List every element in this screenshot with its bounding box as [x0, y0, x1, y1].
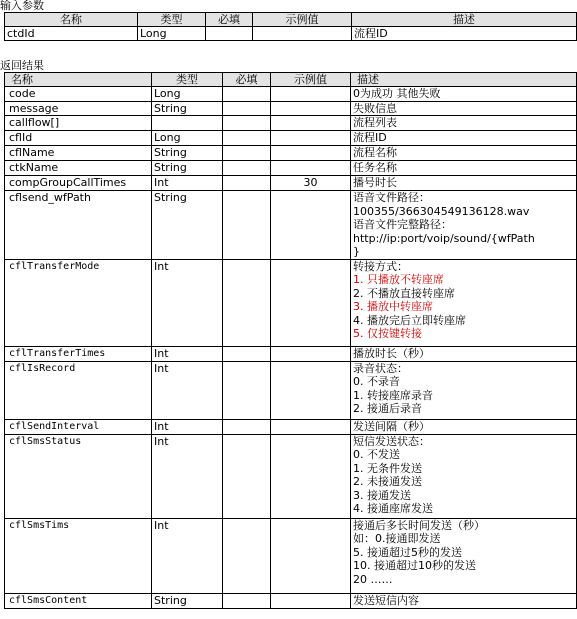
- table-row: [5, 191, 577, 260]
- result-example: [271, 593, 351, 608]
- result-required: [223, 101, 271, 116]
- desc-line: 0. 不发送: [353, 448, 400, 461]
- header-example: 示例值: [253, 13, 352, 27]
- desc-line: 0. 不录音: [353, 375, 400, 388]
- result-name: cflName: [5, 146, 152, 161]
- result-name: cflId: [5, 131, 152, 146]
- result-type: Int: [152, 434, 223, 518]
- desc-line: 4. 接通座席发送: [353, 502, 433, 515]
- param-type: Long: [138, 27, 206, 41]
- desc-line: 流程列表: [353, 116, 397, 129]
- result-name: message: [5, 101, 152, 116]
- result-desc: [351, 434, 577, 518]
- desc-line: 5. 接通超过5秒的发送: [353, 545, 462, 559]
- desc-line: 发送短信内容: [353, 593, 419, 607]
- desc-line: http://ip:port/voip/sound/{wfPath: [353, 231, 535, 245]
- result-desc: [351, 346, 577, 361]
- header-required: 必填: [206, 13, 253, 27]
- result-name: cflTransferTimes: [5, 346, 152, 361]
- result-example: [271, 191, 351, 260]
- desc-line: 任务名称: [353, 161, 397, 174]
- result-desc: [351, 518, 577, 593]
- output-header-row: [5, 73, 577, 87]
- result-example: [271, 419, 351, 434]
- param-required: [206, 27, 253, 41]
- result-required: [223, 176, 271, 191]
- result-desc: [351, 361, 577, 419]
- result-desc: [351, 146, 577, 161]
- table-row: [5, 101, 577, 116]
- result-example: 30: [271, 176, 351, 191]
- desc-line: 短信发送状态：: [353, 434, 430, 448]
- result-name: cflIsRecord: [5, 361, 152, 419]
- header-type: 类型: [152, 73, 223, 87]
- desc-line: 3. 播放中转座席: [353, 300, 433, 313]
- table-row: [5, 176, 577, 191]
- output-section-title: 返回结果: [0, 59, 44, 72]
- header-desc: 描述: [352, 13, 577, 27]
- result-required: [223, 593, 271, 608]
- desc-line: 失败信息: [353, 101, 397, 115]
- result-name: ctkName: [5, 161, 152, 176]
- result-desc: [351, 191, 577, 260]
- desc-line: 0为成功 其他失败: [353, 87, 441, 100]
- desc-line: 2. 不播放直接转座席: [353, 286, 455, 300]
- output-result-table: [4, 72, 577, 609]
- input-header-row: [5, 13, 577, 27]
- desc-line: 100355/366304549136128.wav: [353, 204, 530, 218]
- result-example: [271, 434, 351, 518]
- result-desc: [351, 116, 577, 131]
- desc-line: 20 ……: [353, 572, 393, 586]
- table-row: [5, 146, 577, 161]
- table-row: [5, 361, 577, 419]
- result-type: Int: [152, 259, 223, 346]
- table-row: [5, 116, 577, 131]
- result-required: [223, 191, 271, 260]
- desc-line: 1. 只播放不转座席: [353, 273, 444, 286]
- result-required: [223, 161, 271, 176]
- result-example: [271, 146, 351, 161]
- table-row: [5, 518, 577, 593]
- result-type: String: [152, 146, 223, 161]
- input-params-table: [4, 12, 577, 41]
- table-row: [5, 434, 577, 518]
- result-type: Long: [152, 131, 223, 146]
- result-example: [271, 161, 351, 176]
- desc-line: 流程ID: [353, 131, 387, 144]
- result-type: [152, 116, 223, 131]
- desc-line: 接通后多长时间发送（秒）: [353, 518, 485, 532]
- result-desc: [351, 419, 577, 434]
- result-name: cflTransferMode: [5, 259, 152, 346]
- param-desc: 流程ID: [352, 27, 577, 41]
- result-required: [223, 419, 271, 434]
- desc-line: 5. 仅按键转接: [353, 327, 422, 340]
- desc-line: 4. 播放完后立即转座席: [353, 313, 466, 327]
- result-desc: [351, 593, 577, 608]
- table-row: [5, 593, 577, 608]
- header-example: 示例值: [271, 73, 351, 87]
- desc-line: 转接方式：: [353, 259, 408, 273]
- table-row: [5, 346, 577, 361]
- desc-line: 语音文件完整路径：: [353, 218, 452, 231]
- result-type: Int: [152, 518, 223, 593]
- desc-line: 播号时长: [353, 176, 397, 189]
- result-required: [223, 131, 271, 146]
- result-desc: [351, 101, 577, 116]
- desc-line: 2. 未接通发送: [353, 475, 422, 488]
- header-desc: 描述: [351, 73, 577, 87]
- result-type: String: [152, 101, 223, 116]
- input-section-title: 输入参数: [0, 0, 44, 12]
- table-row: [5, 419, 577, 434]
- table-row: [5, 131, 577, 146]
- table-row: [5, 161, 577, 176]
- result-name: cflSendInterval: [5, 419, 152, 434]
- result-example: [271, 259, 351, 346]
- desc-line: 播放时长（秒）: [353, 346, 430, 360]
- header-name: 名称: [5, 13, 138, 27]
- result-example: [271, 87, 351, 102]
- result-type: String: [152, 161, 223, 176]
- table-row: [5, 87, 577, 102]
- result-example: [271, 361, 351, 419]
- param-name: ctdId: [5, 27, 138, 41]
- result-required: [223, 146, 271, 161]
- desc-line: 录音状态：: [353, 361, 408, 375]
- result-type: Int: [152, 361, 223, 419]
- desc-line: 如：0.接通即发送: [353, 532, 441, 545]
- desc-line: 2. 接通后录音: [353, 402, 422, 415]
- result-desc: [351, 161, 577, 176]
- result-name: cflSmsStatus: [5, 434, 152, 518]
- result-required: [223, 346, 271, 361]
- result-required: [223, 87, 271, 102]
- result-required: [223, 116, 271, 131]
- result-type: Int: [152, 419, 223, 434]
- result-name: cflsend_wfPath: [5, 191, 152, 260]
- param-example: [253, 27, 352, 41]
- result-example: [271, 116, 351, 131]
- result-desc: [351, 131, 577, 146]
- table-row: [5, 27, 577, 41]
- header-type: 类型: [138, 13, 206, 27]
- desc-line: 语音文件路径：: [353, 191, 430, 204]
- result-type: Long: [152, 87, 223, 102]
- result-required: [223, 434, 271, 518]
- result-name: cflSmsContent: [5, 593, 152, 608]
- result-desc: [351, 259, 577, 346]
- result-example: [271, 131, 351, 146]
- result-type: Int: [152, 346, 223, 361]
- result-required: [223, 518, 271, 593]
- result-required: [223, 361, 271, 419]
- desc-line: 1. 无条件发送: [353, 461, 422, 475]
- desc-line: 1. 转接座席录音: [353, 388, 433, 402]
- desc-line: 流程名称: [353, 146, 397, 159]
- desc-line: }: [353, 245, 360, 258]
- desc-line: 发送间隔（秒）: [353, 419, 430, 433]
- result-desc: [351, 87, 577, 102]
- result-type: Int: [152, 176, 223, 191]
- header-required: 必填: [223, 73, 271, 87]
- result-desc: [351, 176, 577, 191]
- table-row: [5, 259, 577, 346]
- result-name: code: [5, 87, 152, 102]
- header-name: 名称: [5, 73, 152, 87]
- result-example: [271, 518, 351, 593]
- result-type: String: [152, 593, 223, 608]
- result-name: cflSmsTims: [5, 518, 152, 593]
- result-required: [223, 259, 271, 346]
- result-name: compGroupCallTimes: [5, 176, 152, 191]
- desc-line: 10. 接通超过10秒的发送: [353, 559, 476, 572]
- result-name: callflow[]: [5, 116, 152, 131]
- result-example: [271, 101, 351, 116]
- result-type: String: [152, 191, 223, 260]
- desc-line: 3. 接通发送: [353, 488, 411, 502]
- result-example: [271, 346, 351, 361]
